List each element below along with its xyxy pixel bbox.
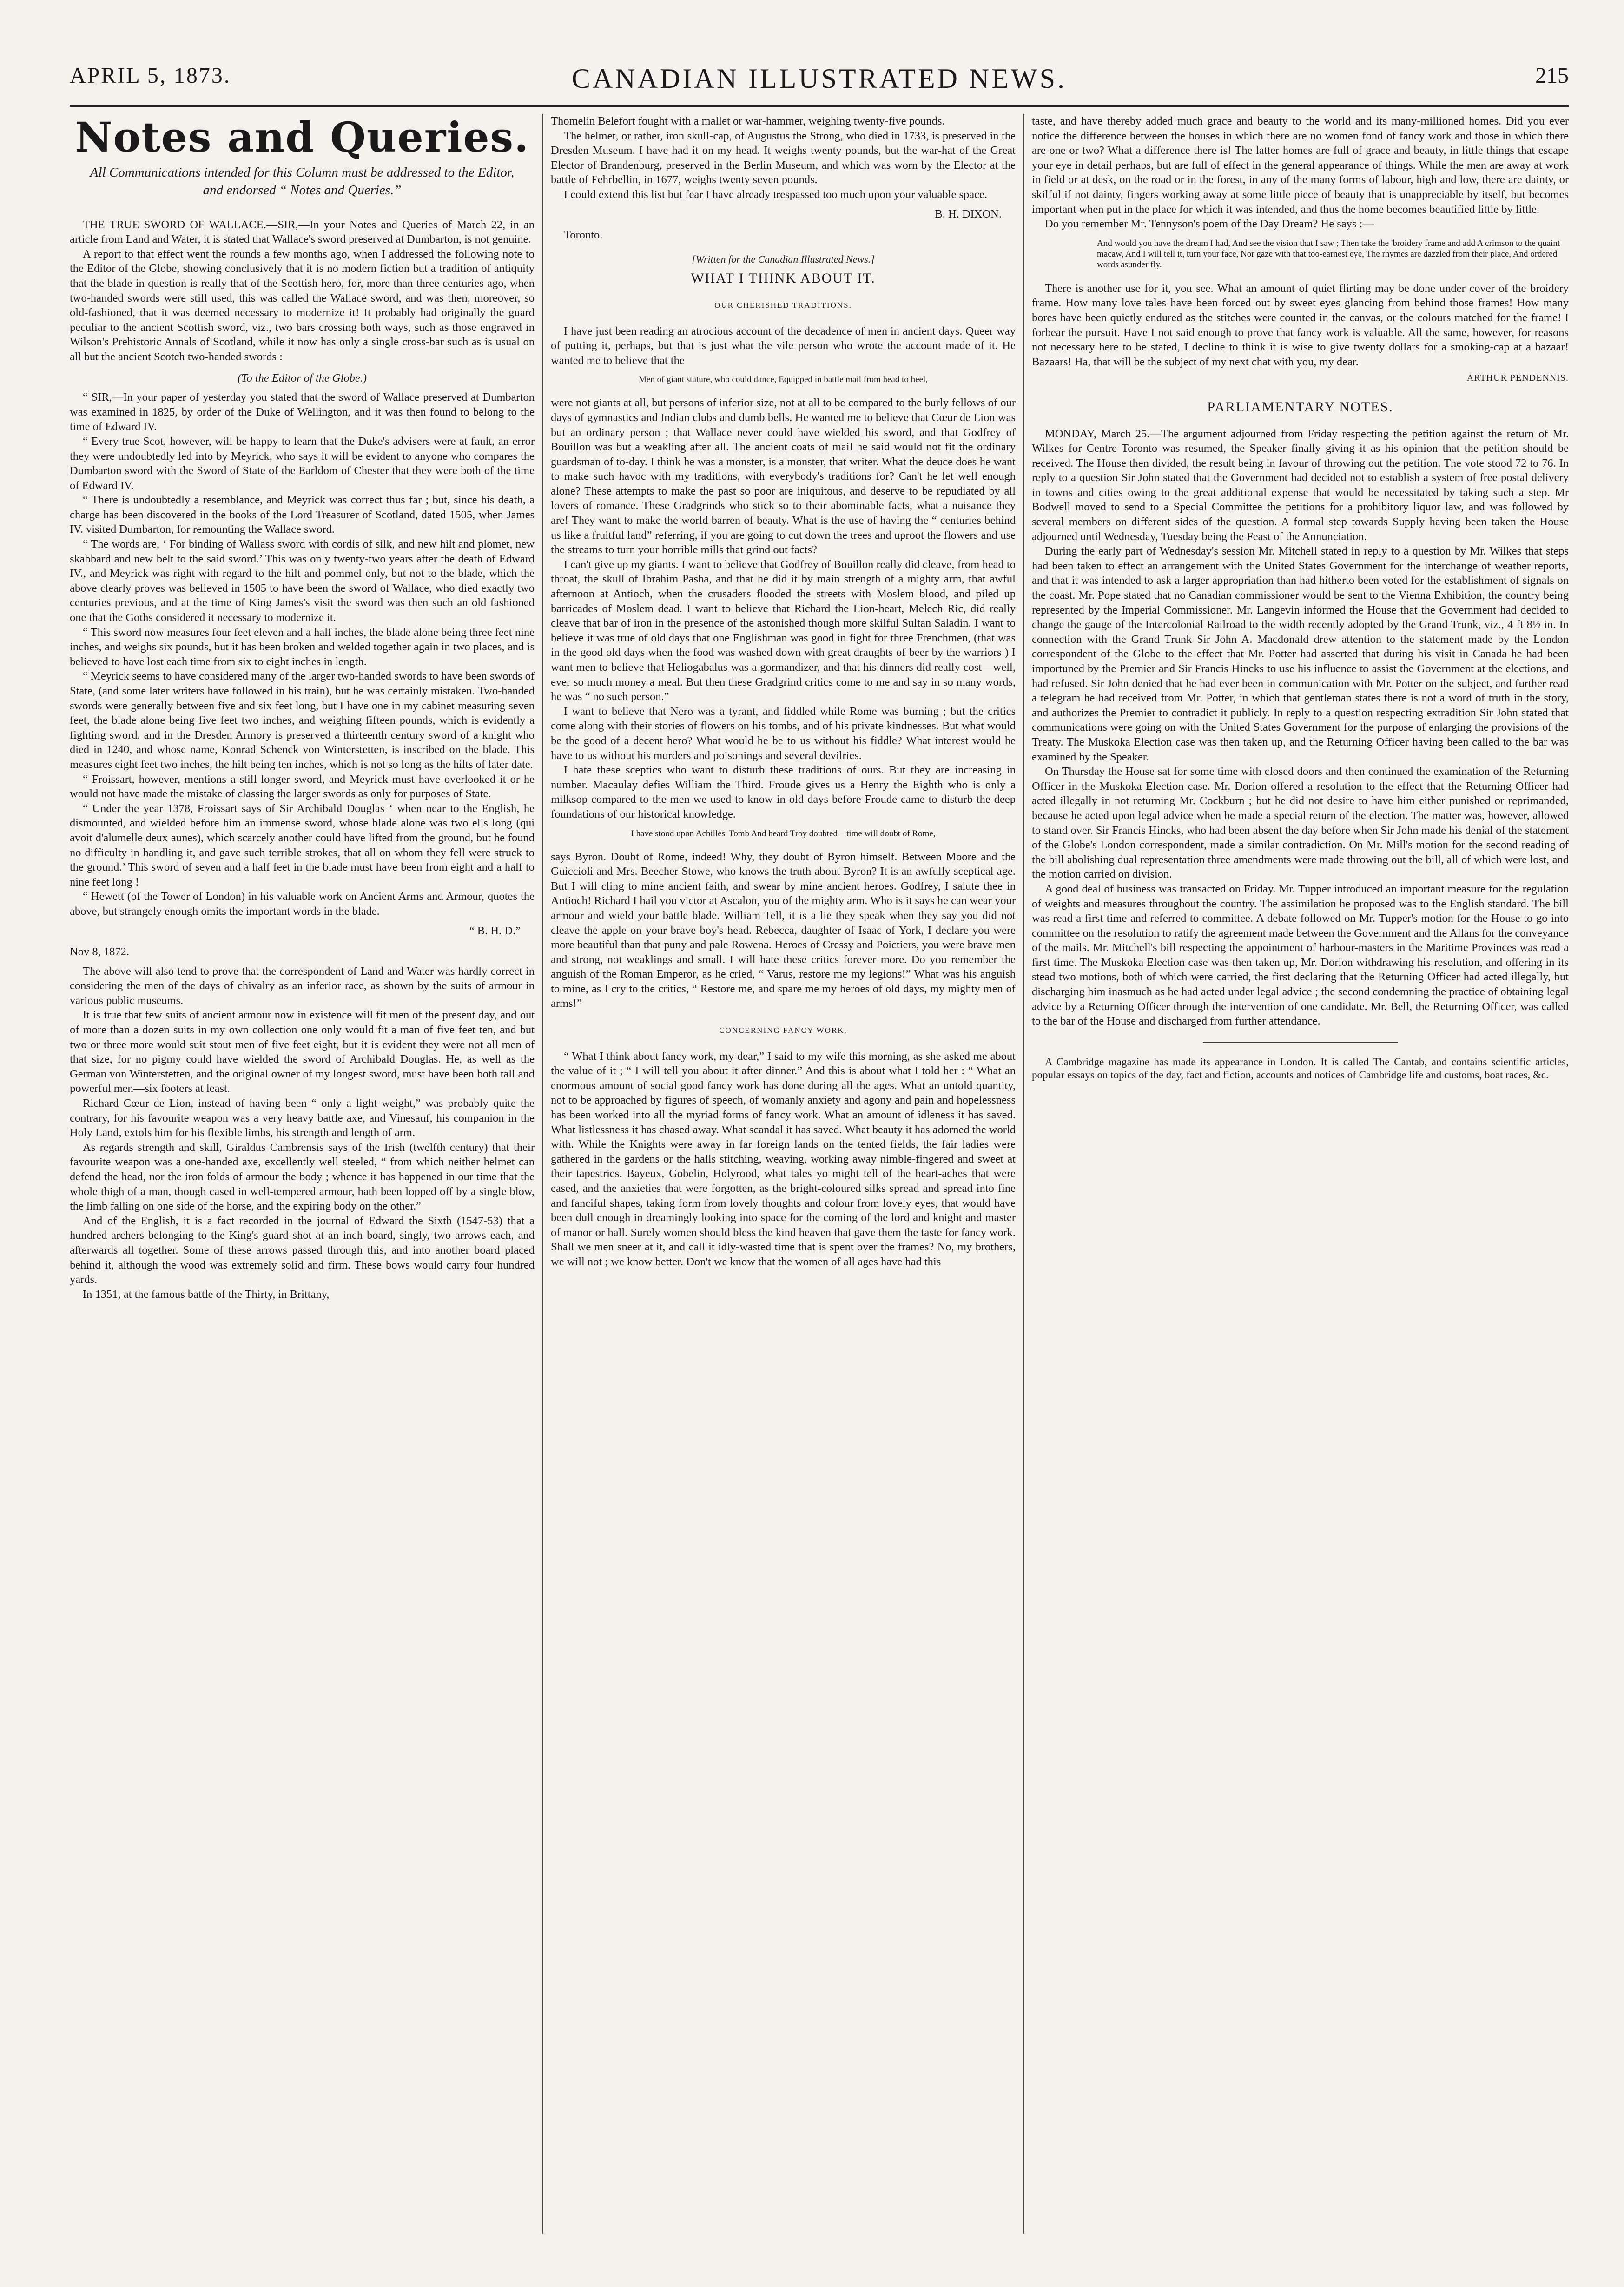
paragraph: “ What I think about fancy work, my dear,” I said to my wife this morning, as she asked me about the value of it ; “ I will tell you about it after dinner.” And this is about what I told her : “ What an enormous amount of social good fancy work has done during all the ages. What an untold quantity, not to be approached by figures of speech, of womanly anxiety and agony and pain and hopelessness has been worked into all the myriad forms of fancy work. What an amount of idleness it has saved. What listlessness it has chased away. What scandal it has saved. What beauty it has adorned the world with. While the Knights were away in far foreign lands on the tented fields, the fair ladies were gathered in the gardens or the halls stitching, weaving, working away nimble-fingered and sweet at their tapestries. Bayeux, Gobelin, Holyrood, what tales yo might tell of the heart-aches that were eased, and the anxieties that were forgotten, as the bright-coloured silks spread and spread into fine and fanciful shapes, taking form from lovely thoughts and colour from lovely eyes, that would have been dull enough in dreamingly looking into space for the coming of the lord and knight and master of manor or hall. Surely women should bless the kind heaven that gave them the taste for fancy work. Shall we men sneer at it, and call it idly-wasted time that is spent over the frames? No, my brothers, we will not ; we know better. Don't we know that the women of all ages have had this: [551, 1050, 1016, 1268]
article-title: WHAT I THINK ABOUT IT.: [691, 271, 876, 286]
paragraph: Richard Cœur de Lion, instead of having been “ only a light weight,” was probably quite the contrary, for his favourite weapon was a very heavy battle axe, and Vinesauf, his companion in the Holy Land, extols him for his flexible limbs, his strength and length of arm.: [70, 1097, 535, 1139]
paragraph: “ The words are, ‘ For binding of Wallass sword with cordis of silk, and new hilt and plomet, new skabbard and new belt to the said sword.’ This was only twenty-two years after the death of Edward IV., and Meyrick was right with regard to the hilt and pommel only, but not to the blade, which the above clearly proves was believed in 1505 to have been the sword of Wallace, who died exactly two centuries previous, and at the time of King James's visit the sword was then such an old fashioned one that the Goths considered it necessary to modernize it.: [70, 538, 535, 624]
paragraph: “ Every true Scot, however, will be happy to learn that the Duke's advisers were at fault, an error they were undoubtedly led into by Meyrick, who says it will be evident to anyone who compares the Dumbarton sword with the Sword of State of the Earldom of Chester that they were both of the time of Edward IV.: [70, 435, 535, 492]
paragraph: I have just been reading an atrocious account of the decadence of men in ancient days. Queer way of putting it, perhaps, but that is just what the vile person who wrote the account made of it. He wanted me to believe that the: [551, 324, 1016, 367]
paragraph: A report to that effect went the rounds a few months ago, when I addressed the following note to the Editor of the Globe, showing conclusively that it is no modern fiction but a tradition of antiquity that the blade in question is really that of the Scottish hero, for, more than three centuries ago, when two-handed swords were still used, this was called the Wallace sword, and was then, moreover, so old-fashioned, that it was deemed necessary to modernize it! It probably had originally the guard peculiar to the ancient Scottish sword, viz., two bars crossing both ways, such as those engraved in Wilson's Prehistoric Annals of Scotland, while it now has only a single cross-bar such as is usual on all but the ancient Scotch two-handed swords :: [70, 247, 535, 363]
signature: B. H. DIXON.: [935, 207, 1002, 220]
letter-heading: (To the Editor of the Globe.): [237, 371, 367, 384]
paragraph: And of the English, it is a fact recorded in the journal of Edward the Sixth (1547-53) that a hundred archers belonging to the King's guard shot at an inch board, singly, two arrows each, and afterwards all together. Some of these arrows passed through this, and into another board placed behind it, although the wood was extremely solid and firm. These bows would carry four hundred yards.: [70, 1214, 535, 1286]
paragraph: “ There is undoubtedly a resemblance, and Meyrick was correct thus far ; but, since his death, a charge has been discovered in the books of the Lord Treasurer of Scotland, dated 1505, when James IV. visited Dumbarton, for remounting the Wallace sword.: [70, 494, 535, 536]
paragraph: The helmet, or rather, iron skull-cap, of Augustus the Strong, who died in 1733, is preserved in the Dresden Museum. I have had it on my head. It weighs twenty pounds, but the war-hat of the Great Elector of Brandenburg, preserved in the Berlin Museum, and which was worn by the Elector at the battle of Fehrbellin, in 1677, weighs twenty seven pounds.: [551, 129, 1016, 186]
verse-quote: Men of giant stature, who could dance, Equipped in battle mail from head to heel,: [638, 375, 928, 385]
paragraph: Do you remember Mr. Tennyson's poem of the Day Dream? He says :—: [1045, 218, 1374, 231]
paragraph: Thomelin Belefort fought with a mallet or war-hammer, weighing twenty-five pounds.: [551, 115, 945, 127]
issue-date: APRIL 5, 1873.: [70, 63, 231, 88]
paragraph: “ Hewett (of the Tower of London) in his valuable work on Ancient Arms and Armour, quotes the above, but strangely enough omits the important words in the blade.: [70, 890, 535, 918]
paragraph: I can't give up my giants. I want to believe that Godfrey of Bouillon really did cleave, from head to throat, the skull of Ibrahim Pasha, and that he did it by main strength of a mighty arm, that awful afternoon at Antioch, when the crusaders flooded the streets with Moslem blood, and piled up barricades of Moslem dead. I want to believe that Richard the Lion-heart, Melech Ric, did really cleave that bar of iron in the presence of the astonished though more skilful Sultan Saladin. I want to believe it was true of old days that one Englishman was good in fight for three Frenchmen, (that was in the good old days when the food was washed down with great draughts of beer by the warriors ) I want men to believe that Heliogabalus was a gormandizer, and that his dinners did really cost—well, ever so much money a meal. But then these Gradgrind critics come to me and say in so many words, he was “ no such person.”: [551, 558, 1016, 703]
masthead-title: CANADIAN ILLUSTRATED NEWS.: [572, 63, 1067, 94]
paragraph: I hate these sceptics who want to disturb these traditions of ours. But they are increasing in number. Macaulay defies William the Third. Froude gives us a Henry the Eighth who is only a milksop compared to the men we used to know in old days before Froude came to disturb the deep foundations of our historical knowledge.: [551, 764, 1016, 820]
dateline: Nov 8, 1872.: [70, 945, 129, 958]
paragraph: MONDAY, March 25.—The argument adjourned from Friday respecting the petition against the return of Mr. Wilkes for Centre Toronto was resumed, the Speaker finally giving it as his opinion that the petition should be received. The House then divided, the result being in favour of throwing out the petition. The vote stood 72 to 76. In reply to a question Sir John stated that the Government had decided not to establish a system of free postal delivery in towns and cities owing to the great additional expense that would be necessitated by taking such a step. Mr Bodwell moved to send to a Special Committee the petitions for a prohibitory liquor law, and was followed by several members on different sides of the question. A formal step towards Supply having been taken the House adjourned until Wednesday, Tuesday being the Feast of the Annunciation.: [1032, 427, 1569, 543]
place-line: Toronto.: [564, 229, 603, 242]
paragraph: As regards strength and skill, Giraldus Cambrensis says of the Irish (twelfth century) that their favourite weapon was a one-handed axe, excellently well steeled, “ from which neither helmet can defend the head, nor the iron folds of armour the body ; whence it has happened in our time that the whole thigh of a man, though cased in well-tempered armour, hath been lopped off by a single blow, the limb falling on one side of the horse, and the expiring body on the other.”: [70, 1141, 535, 1213]
paragraph: says Byron. Doubt of Rome, indeed! Why, they doubt of Byron himself. Between Moore and the Guiccioli and Mrs. Beecher Stowe, who knows the truth about Byron? It is an awfully sceptical age. But I will cling to mine ancient faith, and swear by mine ancient heroes. Godfrey, I salute thee in Antioch! Richard I hail you victor at Ascalon, you of the mighty arm. Who is it says he can wear your armour and wield your battle blade. William Tell, it is a lie they speak when they say you did not cleave the apple on your brave boy's head. Rebecca, daughter of Isaac of York, I declare you were more beautiful than that puny and pale Rowena. Heroes of Cressy and Poictiers, you were brave men and strong, not weaklings and small. I will hate these critics forever more. Do you remember the anguish of the Roman Emperor, as he cried, “ Varus, restore me my legions!” What was his anguish to mine, as I cry to the critics, “ Restore me, and spare me my heroes of old days, my mighty men of arms!”: [551, 850, 1016, 1010]
paragraph: During the early part of Wednesday's session Mr. Mitchell stated in reply to a question by Mr. Wilkes that steps had been taken to effect an arrangement with the United States Government for the interchange of weather reports, and that it was intended to ask a larger appropriation than had hitherto been voted for the establishment of signals on the coast. Mr. Pope stated that no Canadian commissioner would be sent to the Vienna Exhibition, the country being represented by the Imperial Commissioner. Mr. Langevin informed the House that the Government had decided to change the gauge of the Intercolonial Railroad to the width recently adopted by the Grand Trunk, viz., 4 ft 8½ in. In connection with the Grand Trunk Sir John A. Macdonald drew attention to the statement made by the London correspondent of the Globe to the effect that Mr. Potter had asserted that during his visit in Canada he had been importuned by the Premier and Sir Francis Hincks to use his influence to assist the Government at the elections, and had refused. Sir John denied that he had ever been in communication with Mr. Potter on the subject, and further read a telegram he had received from Mr. Potter, in which that gentleman states there is not a word of truth in the story, and authorizes the Premier to contradict it publicly. In reply to a question respecting extradition Sir John stated that communications were going on with the United States Government for the purpose of enlarging the provisions of the Treaty. The Muskoka Election case was then taken up, and the Returning Officer having been called to the bar was examined by the Speaker.: [1032, 545, 1569, 763]
paragraph: There is another use for it, you see. What an amount of quiet flirting may be done under cover of the broidery frame. How many love tales have been forced out by sweet eyes glancing from behind those frames! How many bores have been quietly endured as the stitches were counted in the canvas, or the colours matched for the frame! I forbear the pursuit. Have I not said enough to prove that fancy work is valuable. All the same, however, for reasons not necessary here to be stated, I decline to think it is wise to give twenty dollars for a smoking-cap at a bazaar! Bazaars! Ha, that will be the subject of my next chat with you, my dear.: [1032, 282, 1569, 368]
section-title: PARLIAMENTARY NOTES.: [1207, 399, 1393, 415]
header-rule: [70, 105, 1569, 107]
separator-rule: [1203, 1042, 1398, 1043]
news-note: A Cambridge magazine has made its appearance in London. It is called The Cantab, and contains scientific articles, popular essays on topics of the day, fact and fiction, accounts and notices of Cambridge life and customs, boat races, &c.: [1032, 1056, 1569, 1081]
column-1: [70, 114, 535, 2252]
paragraph: A good deal of business was transacted on Friday. Mr. Tupper introduced an important measure for the regulation of weights and measures throughout the country. The assimilation he proposed was to the English standard. The bill was read a first time and referred to committee. A debate followed on Mr. Tupper's motion for the House to go into committee on the resolution to ratify the agreement made between the Government and the Allans for the conveyance of the mails. Mr. Mitchell's bill respecting the appointment of harbour-masters in the Maritime Provinces was read a first time. The Muskoka Election case was then taken up, Mr. Dorion withdrawing his resolution, and offering in its stead two motions, both of which were carried, the first declaring that the Returning Officer had acted illegally, but discharging him inasmuch as he had acted under legal advice ; the second condemning the practice of obtaining legal advice by a Returning Officer through the intervention of one candidate. Mr. Bell, the Returning Officer, was called to the bar of the House and discharged from further attendance.: [1032, 882, 1569, 1028]
section-intro: All Communications intended for this Column must be addressed to the Editor, and endorsed “ Notes and Queries.”: [90, 165, 515, 198]
author-signoff: ARTHUR PENDENNIS.: [1466, 373, 1569, 383]
verse-quote: I have stood upon Achilles' Tomb And heard Troy doubted—time will doubt of Rome,: [631, 828, 936, 839]
column-3: [1032, 114, 1569, 2252]
section-heading: Notes and Queries.: [75, 114, 529, 161]
paragraph: “ Meyrick seems to have considered many of the larger two-handed swords to have been swords of State, (and some later writers have followed in his train), but he was certainly mistaken. Two-handed swords were generally between five and six feet long, but I have one in my cabinet measuring seven feet, the blade alone being five feet two inches, and weighing fifteen pounds, which is evidently a fighting sword, and in the Dresden Armory is preserved a thirteenth century sword of a knight who died in 1240, and whose name, Konrad Schenck von Winterstetten, is inscribed on the blade. This measures eight feet two inches, the hilt being ten inches, which is not so long as the hilts of later date.: [70, 670, 535, 771]
paragraph: In 1351, at the famous battle of the Thirty, in Brittany,: [83, 1288, 330, 1301]
paragraph: “ This sword now measures four feet eleven and a half inches, the blade alone being three feet nine inches, and weighs six pounds, but it has been broken and welded together again in two places, and is believed to have lost each time from six to eight inches in length.: [70, 626, 535, 668]
paragraph: The above will also tend to prove that the correspondent of Land and Water was hardly correct in considering the men of the days of chivalry as an inferior race, as shown by the suits of armour in various public museums.: [70, 965, 535, 1007]
article-credit: [Written for the Canadian Illustrated News.]: [692, 253, 875, 265]
paragraph: taste, and have thereby added much grace and beauty to the world and its many-millioned homes. Did you ever notice the difference between the houses in which there are no women fond of fancy work and those in which there are one or two? What a difference there is! The latter homes are full of grace and beauty, in little things that escape your eye in detail perhaps, but are full of effect in the general appearance of things. While the men are away at work in field or at desk, on the road or in the forest, in any of the many forms of labour, high and low, there are dainty, or skilful if not dainty, fingers working away at some little piece of beauty that is unappreciable by itself, but becomes important when put in the place for which it was intended, and thus the home becomes beautified little by little.: [1032, 115, 1569, 216]
paragraph: “ Under the year 1378, Froissart says of Sir Archibald Douglas ‘ when near to the English, he dismounted, and wielded before him an immense sword, whose blade alone was two ells long (qui avoit d'alumelle deux aunes), which scarcely another could have lifted from the ground, but he found no difficulty in handling it, and gave such terrible strokes, that all on whom they fell were struck to the ground.’ This sword of seven and a half feet in the blade must have been from eight and a half to nine feet long !: [70, 802, 535, 888]
column-divider: [1023, 114, 1024, 2234]
page-number: 215: [1535, 63, 1569, 88]
paragraph: It is true that few suits of ancient armour now in existence will fit men of the present day, and out of more than a dozen suits in my own collection one only would fit a man of five feet ten, and but two or three more would suit stout men of five feet eight, but it is evident they were not all men of that size, for no pigmy could have wielded the sword of Archibald Douglas. He, as well as the German von Winterstetten, and the original owner of my longest sword, must have been both tall and powerful men—six footers at least.: [70, 1009, 535, 1095]
subheading: CONCERNING FANCY WORK.: [719, 1026, 847, 1035]
paragraph: I want to believe that Nero was a tyrant, and fiddled while Rome was burning ; but the critics come along with their stories of flowers on his tombs, and of his private kindnesses. But what would be the good of a decent hero? What would he be to us without his fiddle? What interest would he have to us without his murders and poisonings and several devilries.: [551, 705, 1016, 762]
paragraph: were not giants at all, but persons of inferior size, not at all to be compared to the burly fellows of our days of gymnastics and Indian clubs and dumb bells. He wanted me to believe that Cœur de Lion was but an ordinary person ; that Wallace never could have wielded his sword, and that Godfrey of Bouillon was but a weakling after all. The ancient coats of mail he said would not fit the ordinary guardsman of to-day. I think he was a monster, is a monster, that writer. What the deuce does he want to make such havoc with my traditions, with everybody's traditions for? Can't he let well enough alone? These attempts to make the past so poor are iniquitous, and deserve to be repudiated by all lovers of romance. These Gradgrinds who stick so to their abominable facts, what a nuisance they are! They want to make the world barren of beauty. What is the use of having the “ centuries behind us like a fruitful land” referring, if you are going to cut down the trees and uproot the flowers and use the streams to turn your horrible mills that grind out facts?: [551, 397, 1016, 556]
paragraph: THE TRUE SWORD OF WALLACE.—SIR,—In your Notes and Queries of March 22, in an article from Land and Water, it is stated that Wallace's sword preserved at Dumbarton, is not genuine.: [70, 218, 535, 246]
paragraph: I could extend this list but fear I have already trespassed too much upon your valuable space.: [564, 188, 987, 201]
signature: “ B. H. D.”: [469, 924, 521, 937]
paragraph: “ Froissart, however, mentions a still longer sword, and Meyrick must have overlooked it or he would not have made the mistake of classing the larger swords as only for purposes of State.: [70, 773, 535, 800]
subheading: OUR CHERISHED TRADITIONS.: [714, 300, 852, 310]
paragraph: “ SIR,—In your paper of yesterday you stated that the sword of Wallace preserved at Dumbarton was examined in 1825, by order of the Duke of Wellington, and it was then found to belong to the time of Edward IV.: [70, 391, 535, 433]
paragraph: On Thursday the House sat for some time with closed doors and then continued the examination of the Returning Officer in the Muskoka Election case. Mr. Dorion offered a resolution to the effect that the Returning Officer had acted illegally in not returning Mr. Cockburn ; but he did not desire to have him either punished or reprimanded, because he acted upon legal advice when he made a special return of the election. The matter was, however, allowed to stand over. Sir Francis Hincks, who had been absent the day before when Sir John made his denial of the statement of the Globe's London correspondent, made a similar contradiction. On Mr. Mill's motion for the second reading of the bill abolishing dual representation three amendments were made throwing out the bill, all of which were lost, and the motion carried on division.: [1032, 765, 1569, 881]
poem-quote: And would you have the dream I had, And see the vision that I saw ; Then take the 'broidery frame and add A crimson to the quaint macaw, And I will tell it, turn your face, Nor gaze with that too-earnest eye, The rhymes are dazzled from their place, And ordered words asunder fly.: [1097, 238, 1560, 270]
page-header: [70, 63, 1569, 100]
column-2: [551, 114, 1016, 2252]
column-divider: [542, 114, 543, 2234]
